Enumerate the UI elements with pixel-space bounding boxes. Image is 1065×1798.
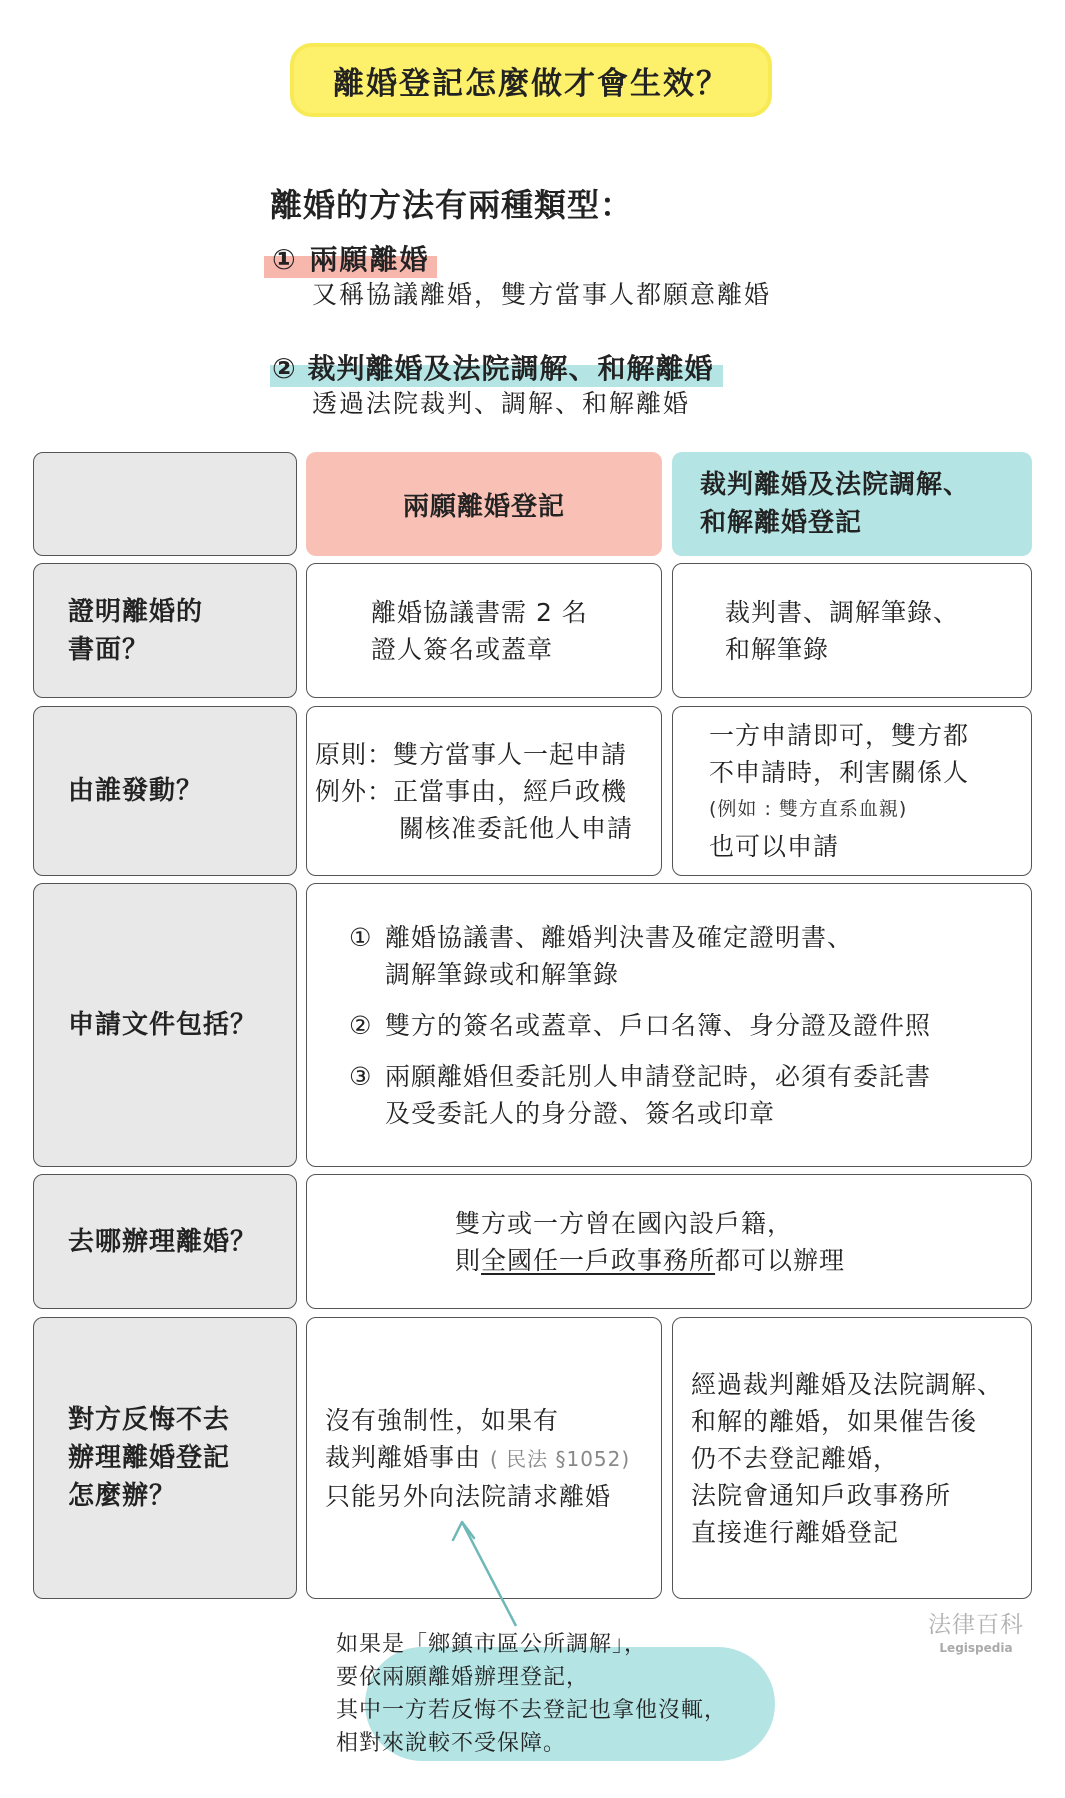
cell-regret-mutual: 沒有強制性，如果有 裁判離婚事由 ( 民法 §1052) 只能另外向法院請求離婚: [306, 1317, 662, 1599]
row-header-proof-document: 證明離婚的 書面？: [33, 563, 297, 698]
row-header-where: 去哪辦理離婚？: [33, 1174, 297, 1309]
type1-label: ① 兩願離婚: [264, 238, 437, 278]
row-header-who-initiates: 由誰發動？: [33, 706, 297, 876]
township-mediation-note: 如果是「鄉鎮市區公所調解」， 要依兩願離婚辦理登記， 其中一方若反悔不去登記也拿他沒輒， 相對來說較不受保障。: [336, 1632, 728, 1756]
cell-initiator-mutual: 原則：雙方當事人一起申請 例外：正當事由，經戶政機 關核准委託他人申請: [306, 706, 662, 876]
cell-proof-judicial: 裁判書、調解筆錄、 和解筆錄: [672, 563, 1032, 698]
cell-proof-mutual: 離婚協議書需 2 名 證人簽名或蓋章: [306, 563, 662, 698]
household-office-underline: 全國任一戶政事務所: [481, 1245, 716, 1275]
type1-description: 又稱協議離婚，雙方當事人都願意離婚: [312, 280, 772, 309]
type2-description: 透過法院裁判、調解、和解離婚: [312, 389, 691, 418]
blood-relative-note: (例如 : 雙方直系血親): [709, 798, 908, 820]
list-item: ② 雙方的簽名或蓋章、戶口名簿、身分證及證件照: [349, 1010, 932, 1040]
row-header-regret: 對方反悔不去 辦理離婚登記 怎麼辦？: [33, 1317, 297, 1599]
cell-initiator-judicial: 一方申請即可，雙方都 不申請時，利害關係人 (例如 : 雙方直系血親) 也可以申請: [672, 706, 1032, 876]
col-header-mutual-divorce: 兩願離婚登記: [306, 452, 662, 556]
list-item: ① 離婚協議書、離婚判決書及確定證明書、 調解筆錄或和解筆錄: [349, 922, 854, 989]
civil-code-note: ( 民法 §1052): [489, 1446, 631, 1471]
col-header-judicial-divorce: 裁判離婚及法院調解、 和解離婚登記: [672, 452, 1032, 556]
type2-label: ② 裁判離婚及法院調解、和解離婚: [270, 347, 723, 387]
cell-regret-judicial: 經過裁判離婚及法院調解、 和解的離婚，如果催告後 仍不去登記離婚， 法院會通知戶政事務所 直接進行離婚登記: [672, 1317, 1032, 1599]
cell-where: 雙方或一方曾在國內設戶籍， 則全國任一戶政事務所都可以辦理: [306, 1174, 1032, 1309]
list-item: ③ 兩願離婚但委託別人申請登記時，必須有委託書 及受委託人的身分證、簽名或印章: [349, 1061, 932, 1128]
page-title: 離婚登記怎麼做才會生效？: [290, 43, 772, 117]
legispedia-logo: 法律百科 Legispedia: [928, 1612, 1024, 1655]
types-heading: 離婚的方法有兩種類型：: [270, 186, 634, 224]
row-header-documents: 申請文件包括？: [33, 883, 297, 1167]
